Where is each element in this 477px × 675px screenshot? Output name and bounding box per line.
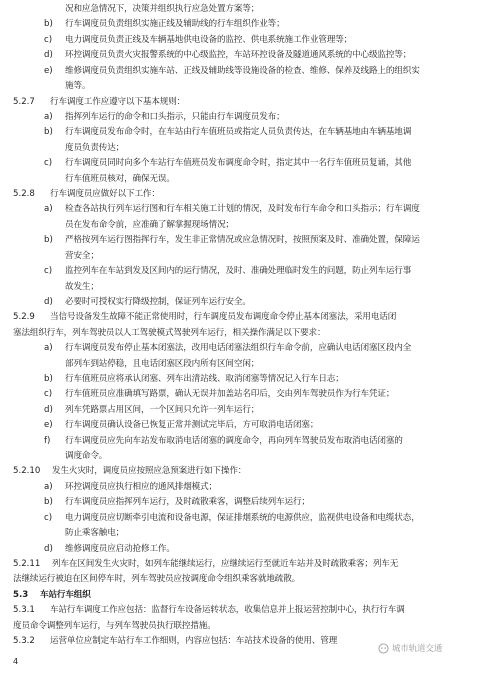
- item-label: c): [44, 34, 53, 45]
- text-line: 行车调度员确认设备已恢复正常并测试完毕后，方可取消电话闭塞；: [65, 420, 319, 431]
- item-label: d): [44, 404, 53, 415]
- text-line: 电力调度员负责正线及车辆基地供电设备的监控、供电系统施工作业管理等；: [65, 34, 353, 45]
- text-line: 行车调度员应做好以下工作：: [50, 189, 160, 199]
- section-number: 5.3.1: [13, 605, 35, 616]
- text-line: 营安全；: [65, 250, 99, 261]
- item-label: a): [44, 343, 53, 354]
- text-line: 当信号设备发生故障不能正常使用时，行车调度员发布调度命令停止基本闭塞法，采用电话闭: [50, 312, 397, 323]
- item-label: b): [44, 19, 53, 30]
- text-line: 维修调度员应启动抢修工作。: [65, 543, 175, 554]
- section-number: 5.2.11: [13, 558, 41, 569]
- item-label: c): [44, 389, 53, 400]
- text-line: 法继续运行被迫在区间停车时，列车驾驶员应按调度命令组织乘客就地疏散。: [13, 574, 301, 585]
- text-line: 行车调度员同时向多个车站行车值班员发布调度命令时，指定其中一名行车值班员复诵，其他: [65, 158, 412, 169]
- text-line: 维修调度员负责组织实施车站、正线及辅助线等设施设备的检查、维修、保养及线路上的组织实: [65, 65, 420, 76]
- text-line: 严格按列车运行图指挥行车，发生非正常情况或应急情况时，按照预案及时、准确处置，保障运: [65, 235, 420, 246]
- text-line: 施等。: [65, 81, 91, 92]
- item-label: a): [44, 204, 53, 215]
- item-label: e): [44, 420, 53, 431]
- section-number: 5.2.8: [13, 189, 35, 199]
- text-line: 行车值班员核对，确保无误。: [65, 173, 175, 184]
- chat-bubble-icon: [378, 643, 389, 654]
- text-line: 行车调度工作应遵守以下基本规则：: [50, 96, 186, 107]
- item-label: b): [44, 127, 53, 138]
- section-number: 5.2.7: [13, 96, 35, 107]
- page-number: 4: [13, 657, 19, 666]
- item-label: b): [44, 374, 53, 384]
- text-line: 行车调度员发布停止基本闭塞法，改用电话闭塞法组织行车命令前，应确认电话闭塞区段内全: [65, 343, 412, 354]
- text-line: 行车调度员应先向车站发布取消电话闭塞的调度命令，再向列车驾驶员发布取消电话闭塞的: [65, 435, 403, 446]
- text-line: 行车调度员负责组织实施正线及辅助线的行车组织作业等；: [65, 19, 285, 30]
- watermark: [378, 642, 442, 654]
- text-line: 必要时可授权实行降级控制，保证列车运行安全。: [65, 296, 251, 307]
- text-line: 度员命令调整列车运行，与列车驾驶员执行联控措施。: [13, 620, 216, 631]
- item-label: a): [44, 111, 53, 122]
- text-line: 行车调度员应指挥列车运行，及时疏散乘客，调整后续列车运行；: [65, 497, 310, 508]
- text-line: 列车凭路票占用区间，一个区间只允许一列车运行；: [65, 404, 260, 415]
- item-label: d): [44, 296, 53, 307]
- text-line: 检查各站执行列车运行图和行车相关施工计划的情况，及时发布行车命令和口头指示；行车调度: [65, 204, 420, 215]
- text-line: 电力调度员应切断牵引电流和设备电源，保证排烟系统的电源供应，监视供电设备和电缆状态，: [65, 512, 420, 523]
- item-label: d): [44, 543, 53, 554]
- text-line: 故发生；: [65, 281, 99, 292]
- text-line: 行车值班员应准确填写路票，确认无误并加盖站名印后，交由列车驾驶员作为行车凭证；: [65, 389, 395, 400]
- text-line: 列车在区间发生火灾时，如列车能继续运行，应继续运行至就近车站并及时疏散乘客；列车无: [52, 558, 399, 569]
- text-line: 监控列车在车站到发及区间内的运行情况，及时、准确处理临时发生的问题，防止列车运行事: [65, 266, 412, 276]
- item-label: b): [44, 235, 53, 246]
- text-line: 发生火灾时，调度员应按照应急预案进行如下操作：: [52, 466, 247, 477]
- text-line: 度员负责传达；: [65, 142, 125, 153]
- text-line: 环控调度员负责火灾报警系统的中心级监控，车站环控设备及隧道通风系统的中心级监控等；: [65, 50, 412, 61]
- section-number: 5.3: [13, 589, 29, 600]
- text-line: 运营单位应制定车站行车工作细则，内容应包括：车站技术设备的使用、管理: [50, 636, 338, 646]
- text-line: 行车调度员发布命令时，在车站由行车值班员或指定人员负责传达，在车辆基地由车辆基地调: [65, 127, 412, 138]
- text-line: 员在发布命令前，应准确了解掌握现场情况；: [65, 219, 234, 230]
- section-number: 5.2.9: [13, 312, 35, 323]
- item-label: e): [44, 65, 53, 76]
- item-label: d): [44, 50, 53, 61]
- item-label: a): [44, 481, 53, 492]
- section-number: 5.2.10: [13, 466, 41, 477]
- item-label: c): [44, 158, 53, 169]
- text-line: 车站行车调度工作应包括：监督行车设备运转状态，收集信息并上报运营控制中心，执行行车调: [50, 605, 405, 616]
- watermark-text: 城市轨道交通: [392, 643, 443, 653]
- section-number: 5.3.2: [13, 636, 35, 646]
- item-label: b): [44, 497, 53, 508]
- text-line: 防止乘客触电；: [65, 528, 125, 539]
- text-line: 行车值班员应将承认闭塞、列车出清站线、取消闭塞等情况记入行车日志；: [65, 374, 344, 384]
- item-label: c): [44, 266, 53, 276]
- section-heading: 车站行车组织: [40, 589, 91, 600]
- text-line: 调度命令。: [65, 451, 108, 461]
- item-label: c): [44, 512, 53, 523]
- item-label: f): [44, 435, 51, 446]
- text-line: 环控调度员应执行相应的通风排烟模式；: [65, 481, 217, 492]
- text-line: 况和应急情况下，决策并组织执行应急处置方案等；: [65, 4, 260, 14]
- text-line: 部列车到站停稳，且电话闭塞区段内所有区间空闲；: [65, 358, 260, 369]
- text-line: 指挥列车运行的命令和口头指示，只能由行车调度员发布；: [65, 111, 285, 122]
- text-line: 塞法组织行车，列车驾驶员以人工驾驶模式驾驶列车运行，相关操作满足以下要求：: [13, 327, 326, 338]
